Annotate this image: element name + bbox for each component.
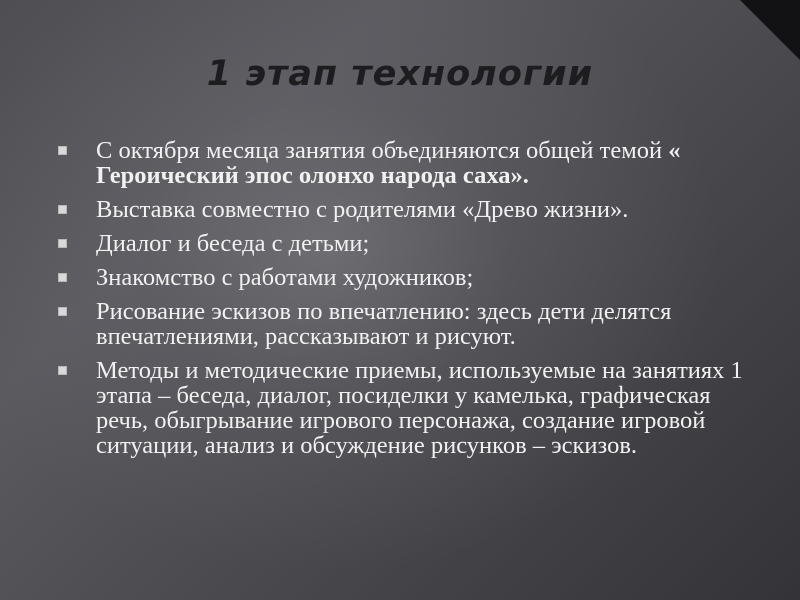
bullet-item-6 (58, 358, 758, 458)
square-bullet-icon (58, 273, 67, 282)
slide-title: 1 этап технологии (206, 54, 594, 94)
bullet-text: Методы и методические приемы, используемые на занятиях 1 этапа – беседа, диалог, посиделки у камелька, графическая речь, обыгрывание игрового персонажа, создание игровой ситуации, анализ и обсуждение рисунков – эскизов. (96, 357, 743, 459)
bullet-item-4 (58, 265, 758, 290)
bullet-text: Выставка совместно с родителями «Древо жизни». (96, 196, 629, 223)
bullet-item-5 (58, 299, 758, 349)
bullet-text: Рисование эскизов по впечатлению: здесь дети делятся впечатлениями, рассказывают и рисуют. (96, 298, 672, 350)
bullet-item-2 (58, 197, 758, 222)
square-bullet-icon (58, 307, 67, 316)
square-bullet-icon (58, 146, 67, 155)
corner-decoration (740, 0, 800, 60)
square-bullet-icon (58, 239, 67, 248)
square-bullet-icon (58, 205, 67, 214)
square-bullet-icon (58, 366, 67, 375)
bullet-item-3 (58, 231, 758, 256)
bullet-text: Знакомство с работами художников; (96, 264, 474, 291)
bullet-item-1 (58, 138, 758, 188)
bullet-text-bold: « Героический эпос олонхо народа саха». (96, 137, 681, 189)
bullet-list (58, 138, 758, 467)
bullet-text-start: С октября месяца занятия объединяются общей темой (96, 137, 669, 164)
bullet-text: Диалог и беседа с детьми; (96, 230, 370, 257)
